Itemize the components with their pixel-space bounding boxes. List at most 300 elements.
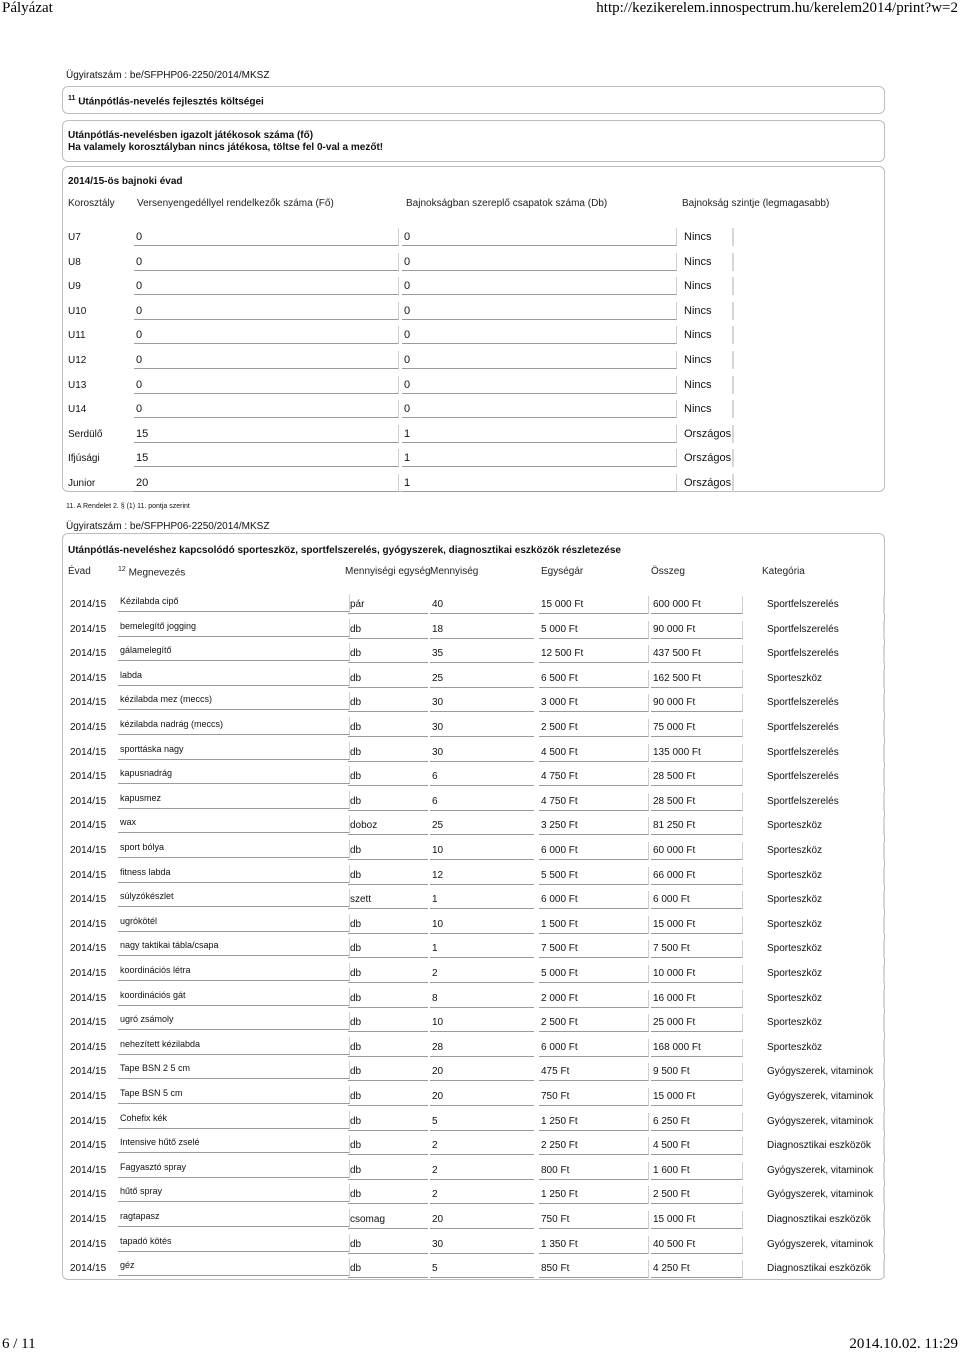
season-cell: 2014/15 <box>70 869 107 881</box>
equipment-row <box>68 1160 888 1185</box>
unit-field[interactable]: db <box>348 1162 428 1180</box>
team-count-field[interactable]: 0 <box>402 400 677 418</box>
quantity-field[interactable]: 5 <box>430 1113 534 1131</box>
category-select[interactable]: Sporteszköz <box>765 916 885 934</box>
col-header-qty: Mennyiség <box>430 566 479 577</box>
quantity-field[interactable]: 2 <box>430 1186 534 1204</box>
league-level-select[interactable]: Országos <box>682 425 734 443</box>
col-header-age: Korosztály <box>68 198 115 209</box>
total-field: 4 500 Ft <box>651 1137 743 1155</box>
season-cell: 2014/15 <box>70 672 107 684</box>
quantity-field[interactable]: 10 <box>430 1014 534 1032</box>
season-cell: 2014/15 <box>70 1238 107 1250</box>
equipment-row <box>68 791 888 816</box>
unit-field[interactable]: db <box>348 768 428 786</box>
season-cell: 2014/15 <box>70 1091 107 1102</box>
season-cell: 2014/15 <box>70 1066 107 1078</box>
total-field: 75 000 Ft <box>651 719 743 737</box>
season-cell: 2014/15 <box>70 1214 107 1225</box>
item-name-field[interactable]: kapusnadrág <box>118 766 350 784</box>
unit-field[interactable]: doboz <box>348 817 428 835</box>
total-field: 60 000 Ft <box>651 842 743 860</box>
reference-number-2: Ügyiratszám : be/SFPHP06-2250/2014/MKSZ <box>66 521 270 532</box>
unit-field[interactable]: db <box>348 990 428 1008</box>
unit-price-field[interactable]: 1 250 Ft <box>539 1113 649 1131</box>
item-name-field[interactable]: wax <box>118 815 350 833</box>
equipment-row <box>68 1258 888 1283</box>
item-name-field[interactable]: kapusmez <box>118 791 350 809</box>
team-count-field[interactable]: 0 <box>402 277 677 295</box>
category-select[interactable]: Sporteszköz <box>765 842 885 860</box>
item-name-field[interactable]: bemelegítő jogging <box>118 619 350 637</box>
unit-price-field[interactable]: 6 000 Ft <box>539 891 649 909</box>
unit-field[interactable]: db <box>348 793 428 811</box>
season-cell: 2014/15 <box>70 968 107 979</box>
category-select[interactable]: Sporteszköz <box>765 965 885 983</box>
unit-field[interactable]: db <box>348 940 428 958</box>
season-cell: 2014/15 <box>70 845 107 856</box>
total-field: 437 500 Ft <box>651 645 743 663</box>
quantity-field[interactable]: 28 <box>430 1039 534 1057</box>
age-group-label: U8 <box>68 256 81 268</box>
unit-price-field[interactable]: 2 500 Ft <box>539 1014 649 1032</box>
category-select[interactable]: Gyógyszerek, vitaminok <box>765 1186 885 1204</box>
season-cell: 2014/15 <box>70 1017 107 1029</box>
equipment-row <box>68 692 888 717</box>
category-select[interactable]: Sportfelszerelés <box>765 793 885 811</box>
unit-price-field[interactable]: 12 500 Ft <box>539 645 649 663</box>
category-select[interactable]: Diagnosztikai eszközök <box>765 1211 885 1229</box>
age-group-label: U10 <box>68 305 87 317</box>
total-field: 25 000 Ft <box>651 1014 743 1032</box>
unit-field[interactable]: db <box>348 965 428 983</box>
equipment-row <box>68 1135 888 1160</box>
category-select[interactable]: Sporteszköz <box>765 1014 885 1032</box>
unit-price-field[interactable]: 7 500 Ft <box>539 940 649 958</box>
total-field: 40 500 Ft <box>651 1236 743 1254</box>
unit-field[interactable]: db <box>348 1113 428 1131</box>
equipment-row <box>68 1086 888 1111</box>
quantity-field[interactable]: 1 <box>430 891 534 909</box>
unit-field[interactable]: pár <box>348 596 428 614</box>
unit-price-field[interactable]: 4 750 Ft <box>539 793 649 811</box>
unit-price-field[interactable]: 2 500 Ft <box>539 719 649 737</box>
season-row <box>68 474 888 498</box>
category-select[interactable]: Sporteszköz <box>765 867 885 885</box>
season-cell: 2014/15 <box>70 894 107 906</box>
season-row <box>68 425 888 449</box>
unit-price-field[interactable]: 475 Ft <box>539 1063 649 1081</box>
total-field: 81 250 Ft <box>651 817 743 835</box>
season-cell: 2014/15 <box>70 697 107 709</box>
category-select[interactable]: Gyógyszerek, vitaminok <box>765 1162 885 1180</box>
unit-field[interactable]: db <box>348 1014 428 1032</box>
season-row <box>68 449 888 473</box>
league-level-select[interactable]: Országos <box>682 449 734 467</box>
category-select[interactable]: Sporteszköz <box>765 940 885 958</box>
age-group-label: U7 <box>68 232 81 243</box>
equipment-table-title: Utánpótlás-neveléshez kapcsolódó sporteszköz, sportfelszerelés, gyógyszerek, diagnosztikai eszközök részletezése <box>68 545 621 556</box>
category-select[interactable]: Gyógyszerek, vitaminok <box>765 1113 885 1131</box>
col-header-category: Kategória <box>762 566 805 577</box>
col-header-licensed: Versenyengedéllyel rendelkezők száma (Fő) <box>137 198 334 209</box>
equipment-row <box>68 643 888 668</box>
quantity-field[interactable]: 20 <box>430 1063 534 1081</box>
season-cell: 2014/15 <box>70 943 107 955</box>
total-field: 15 000 Ft <box>651 1088 743 1106</box>
licensed-count-field[interactable]: 0 <box>134 400 399 418</box>
team-count-field[interactable]: 0 <box>402 326 677 344</box>
unit-field[interactable]: db <box>348 694 428 712</box>
age-group-label: Serdülő <box>68 428 103 440</box>
licensed-count-field[interactable]: 0 <box>134 253 399 271</box>
quantity-field[interactable]: 5 <box>430 1260 534 1278</box>
total-field: 600 000 Ft <box>651 596 743 614</box>
equipment-row <box>68 1037 888 1062</box>
unit-price-field[interactable]: 1 500 Ft <box>539 916 649 934</box>
item-name-field[interactable]: ugrókötél <box>118 914 350 932</box>
item-name-field[interactable]: Kézilabda cipő <box>118 594 350 612</box>
league-level-select[interactable]: Nincs <box>682 351 734 369</box>
equipment-row <box>68 619 888 644</box>
licensed-count-field[interactable]: 0 <box>134 351 399 369</box>
category-select[interactable]: Sportfelszerelés <box>765 694 885 712</box>
quantity-field[interactable]: 10 <box>430 916 534 934</box>
licensed-count-field[interactable]: 15 <box>134 425 399 443</box>
unit-price-field[interactable]: 5 500 Ft <box>539 867 649 885</box>
total-field: 90 000 Ft <box>651 694 743 712</box>
category-select[interactable]: Sportfelszerelés <box>765 744 885 762</box>
unit-field[interactable]: db <box>348 867 428 885</box>
category-select[interactable]: Sporteszköz <box>765 891 885 909</box>
unit-price-field[interactable]: 750 Ft <box>539 1211 649 1229</box>
total-field: 10 000 Ft <box>651 965 743 983</box>
quantity-field[interactable]: 30 <box>430 719 534 737</box>
quantity-field[interactable]: 35 <box>430 645 534 663</box>
category-select[interactable]: Gyógyszerek, vitaminok <box>765 1088 885 1106</box>
league-level-select[interactable]: Országos <box>682 474 734 492</box>
unit-field[interactable]: db <box>348 645 428 663</box>
season-cell: 2014/15 <box>70 992 107 1004</box>
unit-field[interactable]: db <box>348 1063 428 1081</box>
quantity-field[interactable]: 20 <box>430 1088 534 1106</box>
licensed-count-field[interactable]: 15 <box>134 449 399 467</box>
licensed-count-field[interactable]: 0 <box>134 302 399 320</box>
team-count-field[interactable]: 0 <box>402 351 677 369</box>
team-count-field[interactable]: 1 <box>402 449 677 467</box>
name-footnote-sup: 12 <box>118 566 126 573</box>
item-name-field[interactable]: koordinációs létra <box>118 963 350 981</box>
total-field: 7 500 Ft <box>651 940 743 958</box>
category-select[interactable]: Gyógyszerek, vitaminok <box>765 1063 885 1081</box>
season-row <box>68 351 888 375</box>
season-cell: 2014/15 <box>70 1041 107 1053</box>
age-group-label: U9 <box>68 281 81 293</box>
section-11-number: 11 <box>68 95 76 102</box>
col-header-total: Összeg <box>651 566 685 577</box>
notice-line-2: Ha valamely korosztályban nincs játékosa, töltse fel 0-val a mezőt! <box>68 142 384 153</box>
section-11-title <box>68 95 264 107</box>
category-select[interactable]: Sportfelszerelés <box>765 645 885 663</box>
season-row <box>68 326 888 350</box>
season-cell: 2014/15 <box>70 1189 107 1201</box>
category-select[interactable]: Sportfelszerelés <box>765 596 885 614</box>
item-name-field[interactable]: Cohefix kék <box>118 1111 350 1129</box>
col-header-teams: Bajnokságban szereplő csapatok száma (Db) <box>406 198 608 209</box>
quantity-field[interactable]: 40 <box>430 596 534 614</box>
total-field: 9 500 Ft <box>651 1063 743 1081</box>
equipment-row <box>68 914 888 939</box>
league-level-select[interactable]: Nincs <box>682 277 734 295</box>
item-name-field[interactable]: fitness labda <box>118 865 350 883</box>
category-select[interactable]: Sporteszköz <box>765 990 885 1008</box>
col-header-level: Bajnokság szintje (legmagasabb) <box>682 198 830 209</box>
item-name-field[interactable]: sport bólya <box>118 840 350 858</box>
season-cell: 2014/15 <box>70 918 107 930</box>
season-row <box>68 253 888 277</box>
unit-field[interactable]: csomag <box>348 1211 428 1229</box>
total-field: 15 000 Ft <box>651 916 743 934</box>
equipment-row <box>68 988 888 1013</box>
item-name-field[interactable]: Tape BSN 2 5 cm <box>118 1061 350 1079</box>
print-timestamp: 2014.10.02. 11:29 <box>849 1336 958 1352</box>
equipment-row <box>68 668 888 693</box>
notice-box <box>62 120 885 162</box>
unit-price-field[interactable]: 2 250 Ft <box>539 1137 649 1155</box>
item-name-field[interactable]: tapadó kötés <box>118 1234 350 1252</box>
item-name-field[interactable]: labda <box>118 668 350 686</box>
league-level-select[interactable]: Nincs <box>682 376 734 394</box>
total-field: 2 500 Ft <box>651 1186 743 1204</box>
total-field: 1 600 Ft <box>651 1162 743 1180</box>
season-cell: 2014/15 <box>70 746 107 758</box>
unit-field[interactable]: szett <box>348 891 428 909</box>
quantity-field[interactable]: 25 <box>430 670 534 688</box>
category-select[interactable]: Sportfelszerelés <box>765 719 885 737</box>
quantity-field[interactable]: 25 <box>430 817 534 835</box>
unit-field[interactable]: db <box>348 1236 428 1254</box>
item-name-field[interactable]: koordinációs gát <box>118 988 350 1006</box>
category-select[interactable]: Sporteszköz <box>765 1039 885 1057</box>
unit-price-field[interactable]: 800 Ft <box>539 1162 649 1180</box>
unit-price-field[interactable]: 4 750 Ft <box>539 768 649 786</box>
category-select[interactable]: Diagnosztikai eszközök <box>765 1137 885 1155</box>
season-table-title: 2014/15-ös bajnoki évad <box>68 176 183 187</box>
quantity-field[interactable]: 2 <box>430 965 534 983</box>
category-select[interactable]: Sportfelszerelés <box>765 621 885 639</box>
age-group-label: U11 <box>68 330 86 342</box>
quantity-field[interactable]: 1 <box>430 940 534 958</box>
equipment-row <box>68 594 888 619</box>
league-level-select[interactable]: Nincs <box>682 253 734 271</box>
unit-field[interactable]: db <box>348 621 428 639</box>
age-group-label: Ifjúsági <box>68 453 100 465</box>
section-11-label: Utánpótlás-nevelés fejlesztés költségei <box>78 96 264 108</box>
season-cell: 2014/15 <box>70 722 107 733</box>
unit-field[interactable]: db <box>348 719 428 737</box>
quantity-field[interactable]: 18 <box>430 621 534 639</box>
licensed-count-field[interactable]: 0 <box>134 376 399 394</box>
quantity-field[interactable]: 6 <box>430 793 534 811</box>
season-cell: 2014/15 <box>70 648 107 660</box>
section-11-box <box>62 86 885 114</box>
total-field: 135 000 Ft <box>651 744 743 762</box>
total-field: 4 250 Ft <box>651 1260 743 1278</box>
unit-price-field[interactable]: 6 000 Ft <box>539 842 649 860</box>
unit-field[interactable]: db <box>348 1088 428 1106</box>
licensed-count-field[interactable]: 20 <box>134 474 399 492</box>
unit-price-field[interactable]: 2 000 Ft <box>539 990 649 1008</box>
total-field: 6 000 Ft <box>651 891 743 909</box>
page-header-title: Pályázat <box>2 0 53 16</box>
unit-price-field[interactable]: 15 000 Ft <box>539 596 649 614</box>
season-cell: 2014/15 <box>70 771 107 783</box>
season-cell: 2014/15 <box>70 599 107 610</box>
league-level-select[interactable]: Nincs <box>682 326 734 344</box>
item-name-field[interactable]: hűtő spray <box>118 1184 350 1202</box>
team-count-field[interactable]: 1 <box>402 474 677 492</box>
total-field: 16 000 Ft <box>651 990 743 1008</box>
unit-field[interactable]: db <box>348 1260 428 1278</box>
equipment-row <box>68 742 888 767</box>
season-cell: 2014/15 <box>70 1140 107 1152</box>
quantity-field[interactable]: 6 <box>430 768 534 786</box>
equipment-row <box>68 889 888 914</box>
equipment-row <box>68 1111 888 1136</box>
item-name-field[interactable]: nagy taktikai tábla/csapa <box>118 938 350 956</box>
unit-price-field[interactable]: 1 250 Ft <box>539 1186 649 1204</box>
unit-price-field[interactable]: 5 000 Ft <box>539 621 649 639</box>
category-select[interactable]: Gyógyszerek, vitaminok <box>765 1236 885 1254</box>
team-count-field[interactable]: 0 <box>402 253 677 271</box>
item-name-field[interactable]: kézilabda mez (meccs) <box>118 692 350 710</box>
category-select[interactable]: Sporteszköz <box>765 670 885 688</box>
quantity-field[interactable]: 2 <box>430 1162 534 1180</box>
item-name-field[interactable]: Tape BSN 5 cm <box>118 1086 350 1104</box>
season-row <box>68 277 888 301</box>
age-group-label: U12 <box>68 355 87 366</box>
unit-price-field[interactable]: 750 Ft <box>539 1088 649 1106</box>
unit-price-field[interactable]: 850 Ft <box>539 1260 649 1278</box>
item-name-field[interactable]: Intensive hűtő zselé <box>118 1135 350 1153</box>
equipment-row <box>68 963 888 988</box>
equipment-row <box>68 815 888 840</box>
page-header-url[interactable]: http://kezikerelem.innospectrum.hu/kerelem2014/print?w=2 <box>596 0 958 16</box>
col-header-price: Egységár <box>541 566 584 577</box>
unit-field[interactable]: db <box>348 670 428 688</box>
quantity-field[interactable]: 8 <box>430 990 534 1008</box>
item-name-field[interactable]: ugró zsámoly <box>118 1012 350 1030</box>
league-level-select[interactable]: Nincs <box>682 228 734 246</box>
category-select[interactable]: Sporteszköz <box>765 817 885 835</box>
total-field: 28 500 Ft <box>651 768 743 786</box>
unit-price-field[interactable]: 1 350 Ft <box>539 1236 649 1254</box>
item-name-field[interactable]: ragtapasz <box>118 1209 350 1227</box>
equipment-row <box>68 1012 888 1037</box>
quantity-field[interactable]: 2 <box>430 1137 534 1155</box>
category-select[interactable]: Diagnosztikai eszközök <box>765 1260 885 1278</box>
col-header-name <box>118 566 185 578</box>
season-cell: 2014/15 <box>70 795 107 807</box>
unit-price-field[interactable]: 6 000 Ft <box>539 1039 649 1057</box>
unit-field[interactable]: db <box>348 744 428 762</box>
unit-price-field[interactable]: 5 000 Ft <box>539 965 649 983</box>
item-name-field[interactable]: kézilabda nadrág (meccs) <box>118 717 350 735</box>
team-count-field[interactable]: 0 <box>402 228 677 246</box>
col-header-unit: Mennyiségi egység <box>345 566 431 577</box>
item-name-field[interactable]: gálamelegítő <box>118 643 350 661</box>
age-group-label: U14 <box>68 404 87 416</box>
page-number: 6 / 11 <box>2 1336 36 1352</box>
col-header-season: Évad <box>68 566 91 577</box>
equipment-row <box>68 1209 888 1234</box>
item-name-field[interactable]: Fagyasztó spray <box>118 1160 350 1178</box>
footnote: 11. A Rendelet 2. § (1) 11. pontja szerint <box>66 503 190 510</box>
quantity-field[interactable]: 10 <box>430 842 534 860</box>
unit-field[interactable]: db <box>348 1186 428 1204</box>
age-group-label: U13 <box>68 379 87 391</box>
unit-field[interactable]: db <box>348 916 428 934</box>
quantity-field[interactable]: 30 <box>430 1236 534 1254</box>
licensed-count-field[interactable]: 0 <box>134 277 399 295</box>
season-row <box>68 376 888 400</box>
equipment-row <box>68 1061 888 1086</box>
unit-price-field[interactable]: 3 000 Ft <box>539 694 649 712</box>
unit-field[interactable]: db <box>348 842 428 860</box>
team-count-field[interactable]: 0 <box>402 376 677 394</box>
quantity-field[interactable]: 20 <box>430 1211 534 1229</box>
total-field: 168 000 Ft <box>651 1039 743 1057</box>
quantity-field[interactable]: 30 <box>430 694 534 712</box>
equipment-row <box>68 865 888 890</box>
equipment-row <box>68 1184 888 1209</box>
league-level-select[interactable]: Nincs <box>682 400 734 418</box>
item-name-field[interactable]: sporttáska nagy <box>118 742 350 760</box>
licensed-count-field[interactable]: 0 <box>134 228 399 246</box>
total-field: 28 500 Ft <box>651 793 743 811</box>
total-field: 66 000 Ft <box>651 867 743 885</box>
season-cell: 2014/15 <box>70 1115 107 1127</box>
category-select[interactable]: Sportfelszerelés <box>765 768 885 786</box>
quantity-field[interactable]: 30 <box>430 744 534 762</box>
unit-price-field[interactable]: 6 500 Ft <box>539 670 649 688</box>
season-cell: 2014/15 <box>70 623 107 635</box>
team-count-field[interactable]: 1 <box>402 425 677 443</box>
quantity-field[interactable]: 12 <box>430 867 534 885</box>
item-name-field[interactable]: nehezített kézilabda <box>118 1037 350 1055</box>
item-name-field[interactable]: súlyzókészlet <box>118 889 350 907</box>
season-cell: 2014/15 <box>70 1164 107 1176</box>
season-row <box>68 400 888 424</box>
reference-number: Ügyiratszám : be/SFPHP06-2250/2014/MKSZ <box>66 70 270 81</box>
equipment-row <box>68 717 888 742</box>
equipment-row <box>68 1234 888 1259</box>
season-cell: 2014/15 <box>70 820 107 832</box>
notice-line-1: Utánpótlás-nevelésben igazolt játékosok száma (fő) <box>68 130 314 141</box>
licensed-count-field[interactable]: 0 <box>134 326 399 344</box>
unit-field[interactable]: db <box>348 1039 428 1057</box>
season-cell: 2014/15 <box>70 1263 107 1275</box>
league-level-select[interactable]: Nincs <box>682 302 734 320</box>
team-count-field[interactable]: 0 <box>402 302 677 320</box>
unit-field[interactable]: db <box>348 1137 428 1155</box>
unit-price-field[interactable]: 3 250 Ft <box>539 817 649 835</box>
unit-price-field[interactable]: 4 500 Ft <box>539 744 649 762</box>
total-field: 90 000 Ft <box>651 621 743 639</box>
season-row <box>68 302 888 326</box>
equipment-row <box>68 938 888 963</box>
item-name-field[interactable]: géz <box>118 1258 350 1276</box>
